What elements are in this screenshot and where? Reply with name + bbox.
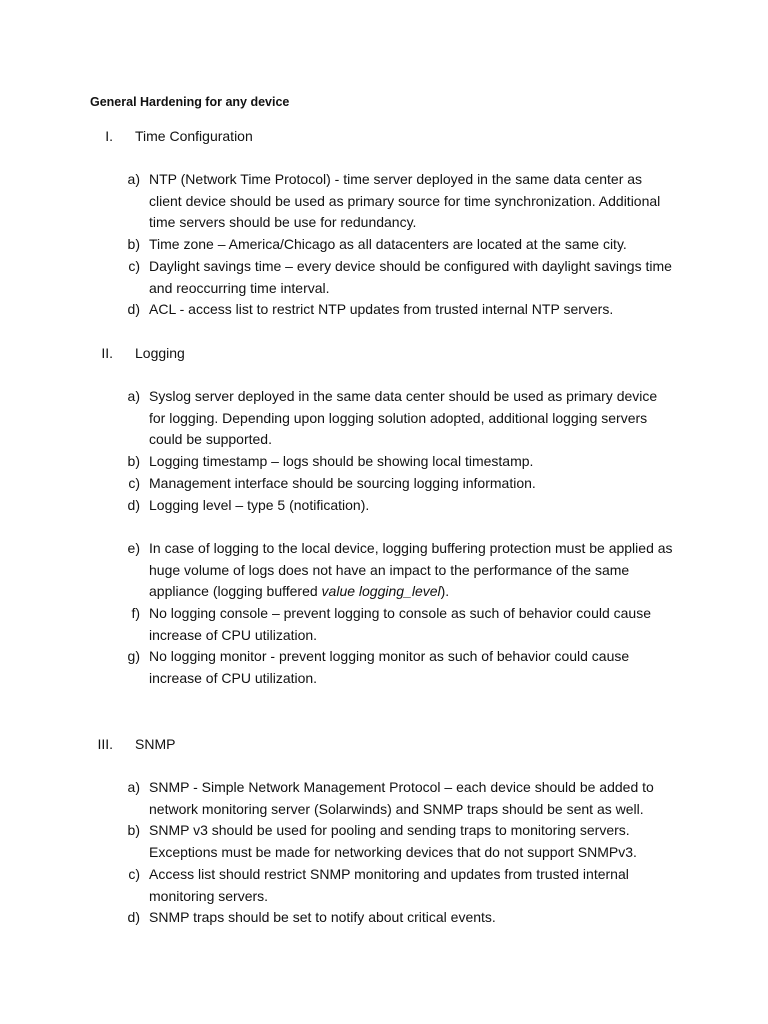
item-letter: e)	[127, 539, 140, 556]
item-text: SNMP traps should be set to notify about critical events.	[149, 909, 496, 926]
list-item	[0, 777, 768, 820]
section-title: Time Configuration	[135, 128, 253, 144]
item-letter: c)	[128, 257, 140, 274]
list-item	[0, 299, 768, 321]
section-numeral: I.	[105, 128, 113, 144]
section-title: Logging	[135, 345, 185, 361]
section-items-snmp	[0, 777, 768, 929]
item-text: SNMP v3 should be used for pooling and sending traps to monitoring servers. Exceptions must be made for networking devices that do not support SNMPv3.	[149, 822, 637, 861]
item-text: Logging timestamp – logs should be showing local timestamp.	[149, 453, 534, 470]
item-letter: c)	[128, 865, 140, 882]
section-title: SNMP	[135, 736, 176, 752]
document-title: General Hardening for any device	[90, 95, 290, 109]
item-letter: b)	[127, 236, 140, 253]
item-letter: a)	[127, 779, 140, 795]
list-item	[0, 256, 768, 299]
list-item	[0, 820, 768, 863]
item-text: Syslog server deployed in the same data center should be used as primary device for logging. Depending upon logging solution adopted, additional logging servers could be supported.	[149, 388, 658, 448]
item-text-italic: value logging_level	[321, 583, 441, 600]
section-numeral: III.	[97, 736, 113, 752]
item-letter: a)	[127, 171, 140, 187]
list-item	[0, 864, 768, 907]
item-text: SNMP - Simple Network Management Protocol – each device should be added to network monitoring server (Solarwinds) and SNMP traps should be sent as well.	[149, 779, 654, 817]
list-item	[0, 234, 768, 256]
item-text: Logging level – type 5 (notification).	[149, 496, 370, 513]
item-letter: d)	[127, 301, 140, 318]
item-text: ACL - access list to restrict NTP updates from trusted internal NTP servers.	[149, 301, 614, 318]
item-text: Management interface should be sourcing logging information.	[149, 474, 536, 491]
item-letter: b)	[127, 453, 140, 470]
item-letter: d)	[127, 909, 140, 926]
list-item	[0, 603, 768, 646]
list-item	[0, 386, 768, 451]
item-text: Time zone – America/Chicago as all datacenters are located at the same city.	[149, 236, 627, 253]
item-text-after: ).	[440, 583, 450, 600]
item-text: No logging monitor - prevent logging monitor as such of behavior could cause increase of CPU utilization.	[149, 648, 630, 687]
list-item	[0, 538, 768, 603]
item-letter: g)	[127, 648, 140, 665]
item-text-before: In case of logging to the local device, logging buffering protection must be applied as huge volume of logs does not have an impact to the performance of the same appliance (logging buffered	[149, 539, 673, 600]
list-item	[0, 646, 768, 689]
item-text: Access list should restrict SNMP monitoring and updates from trusted internal monitoring servers.	[149, 865, 629, 904]
item-text	[149, 538, 674, 603]
list-item	[0, 169, 768, 234]
item-letter: d)	[127, 496, 140, 513]
item-text: Daylight savings time – every device should be configured with daylight savings time and reoccurring time interval.	[149, 257, 672, 296]
item-letter: f)	[131, 605, 140, 622]
item-letter: a)	[127, 388, 140, 404]
item-letter: c)	[128, 474, 140, 491]
list-item	[0, 451, 768, 473]
list-item	[0, 495, 768, 517]
item-text: NTP (Network Time Protocol) - time server deployed in the same data center as client device should be used as primary source for time synchronization. Additional time servers should be use for redundancy.	[149, 171, 661, 231]
list-item	[0, 907, 768, 929]
item-letter: b)	[127, 822, 140, 839]
list-item	[0, 473, 768, 495]
item-text: No logging console – prevent logging to console as such of behavior could cause increase of CPU utilization.	[149, 605, 651, 643]
section-items-time-configuration	[0, 169, 768, 321]
section-numeral: II.	[101, 345, 113, 361]
blank-line	[0, 516, 768, 538]
section-items-logging	[0, 386, 768, 690]
